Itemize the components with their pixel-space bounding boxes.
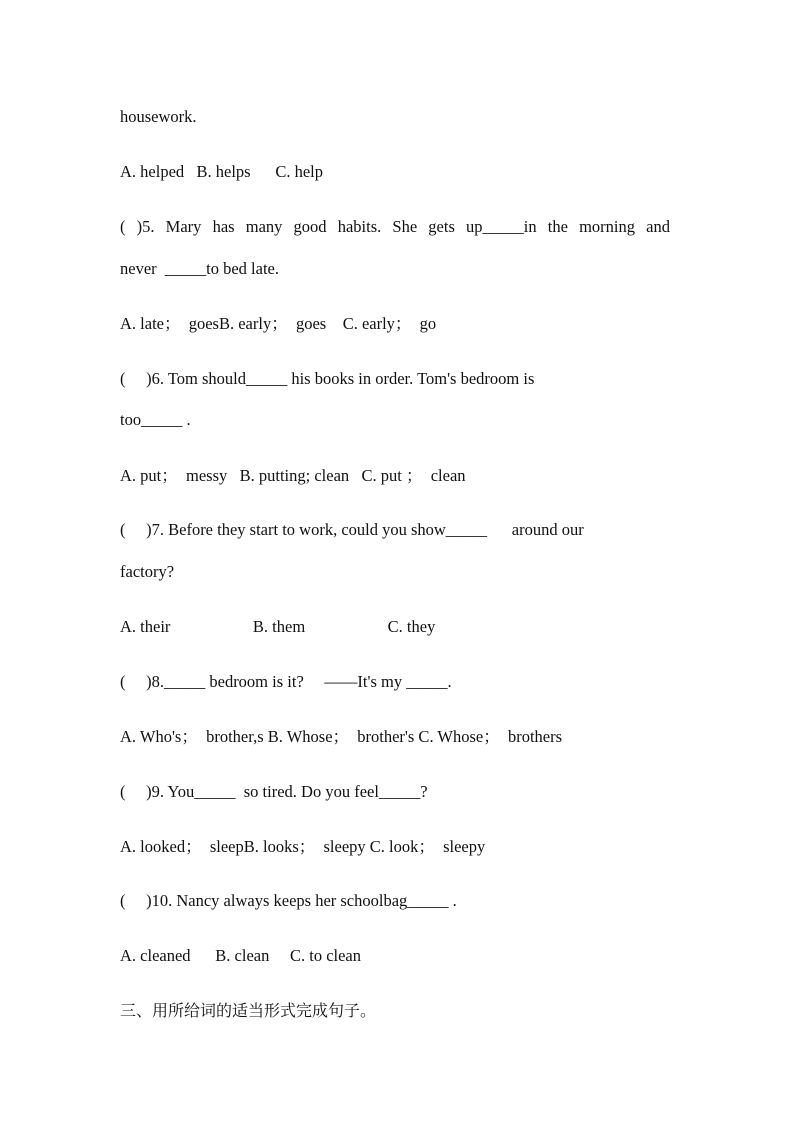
text-line-housework: housework. (120, 107, 197, 126)
question-9: ( )9. You_____ so tired. Do you feel_____? (120, 782, 428, 801)
options-q10: A. cleaned B. clean C. to clean (120, 946, 361, 965)
question-5-continued: never _____to bed late. (120, 259, 279, 278)
options-q7: A. their B. them C. they (120, 617, 436, 636)
question-7: ( )7. Before they start to work, could you show_____ around our (120, 520, 584, 539)
options-q5: A. late； goesB. early； goes C. early； go (120, 314, 437, 333)
question-5: ( )5. Mary has many good habits. She gets up_____in the morning and (120, 217, 670, 236)
question-8: ( )8._____ bedroom is it? ——It's my _____. (120, 672, 452, 691)
question-7-continued: factory? (120, 562, 175, 581)
options-q9: A. looked； sleepB. looks； sleepy C. look； sleepy (120, 837, 486, 856)
question-6-continued: too_____ . (120, 410, 191, 429)
options-q4: A. helped B. helps C. help (120, 162, 324, 181)
options-q6: A. put； messy B. putting; clean C. put ； clean (120, 466, 466, 485)
question-6: ( )6. Tom should_____ his books in order. Tom's bedroom is (120, 369, 535, 388)
section-heading-3: 三、用所给词的适当形式完成句子。 (120, 1001, 377, 1020)
options-q8: A. Who's； brother,s B. Whose； brother's C. Whose； brothers (120, 727, 563, 746)
question-10: ( )10. Nancy always keeps her schoolbag_____ . (120, 891, 457, 910)
